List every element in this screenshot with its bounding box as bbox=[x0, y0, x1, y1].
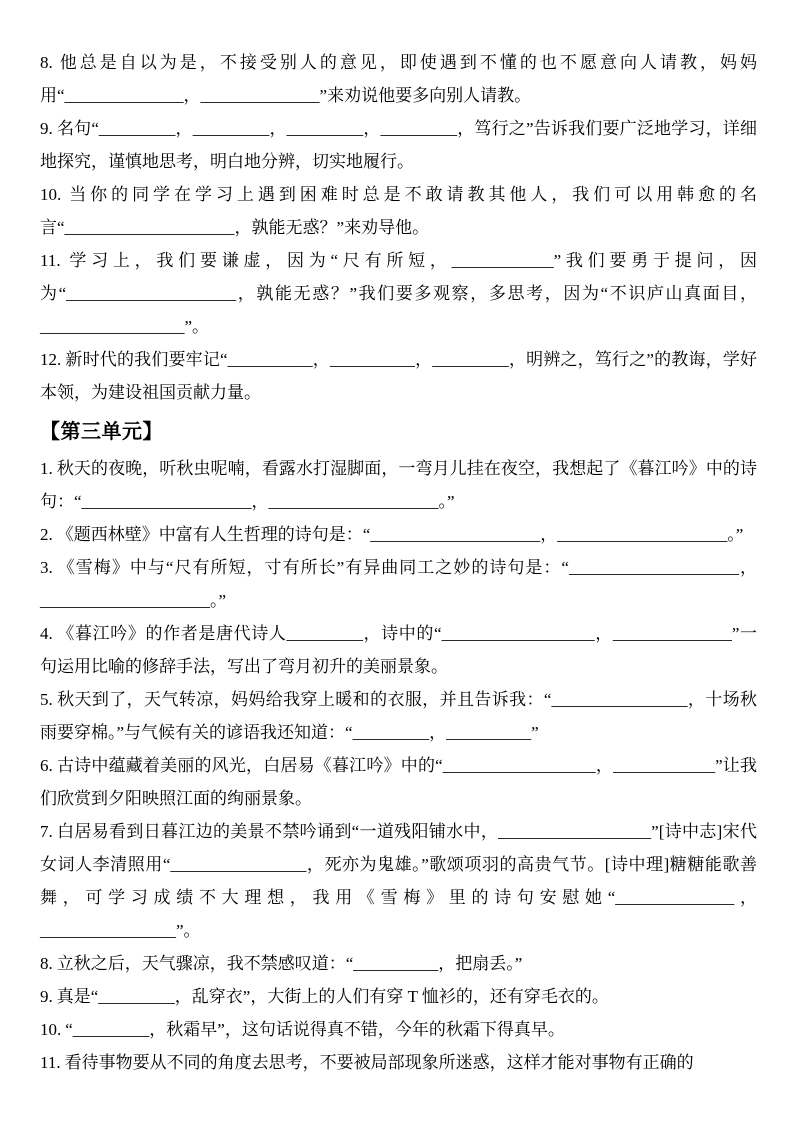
question-text: 秋天到了，天气转凉，妈妈给我穿上暖和的衣服，并且告诉我：“________________，十场秋雨要穿棉。”与气候有关的谚语我还知道：“_________，__________” bbox=[40, 690, 757, 742]
question-text: 秋天的夜晚，听秋虫呢喃，看露水打湿脚面，一弯月儿挂在夜空，我想起了《暮江吟》中的诗句：“____________________，____________________。” bbox=[40, 459, 757, 511]
question-number: 6. bbox=[40, 756, 53, 775]
unit2-continued-questions bbox=[40, 46, 757, 409]
question-u3-9 bbox=[40, 980, 757, 1013]
question-number: 3. bbox=[40, 558, 53, 577]
question-text: 学习上，我们要谦虚，因为“尺有所短，____________”我们要勇于提问，因为“____________________，孰能无惑？”我们要多观察，多思考，因为“不识庐山真面目，_________________”。 bbox=[40, 251, 757, 336]
question-number: 8. bbox=[40, 53, 53, 72]
question-u2-10 bbox=[40, 178, 757, 244]
question-number: 1. bbox=[40, 459, 53, 478]
question-u2-9 bbox=[40, 112, 757, 178]
question-number: 5. bbox=[40, 690, 53, 709]
question-number: 9. bbox=[40, 119, 53, 138]
question-u3-6 bbox=[40, 749, 757, 815]
question-text: 真是“_________，乱穿衣”，大街上的人们有穿 T 恤衫的，还有穿毛衣的。 bbox=[56, 987, 609, 1006]
question-number: 12. bbox=[40, 350, 62, 369]
question-number: 2. bbox=[40, 525, 53, 544]
question-number: 10. bbox=[40, 185, 62, 204]
question-number: 7. bbox=[40, 822, 53, 841]
question-text: 新时代的我们要牢记“__________，__________，_________，明辨之，笃行之”的教诲，学好本领，为建设祖国贡献力量。 bbox=[40, 350, 757, 402]
question-number: 9. bbox=[40, 987, 53, 1006]
question-text: “_________，秋霜早”，这句话说得真不错，今年的秋霜下得真早。 bbox=[65, 1020, 565, 1039]
question-u3-3 bbox=[40, 551, 757, 617]
unit3-section-header: 【第三单元】 bbox=[40, 421, 163, 443]
question-u2-11 bbox=[40, 244, 757, 343]
question-number: 8. bbox=[40, 954, 53, 973]
question-text: 他总是自以为是，不接受别人的意见，即使遇到不懂的也不愿意向人请教，妈妈用“______________，______________”来劝说他要多向别人请教。 bbox=[40, 53, 757, 105]
question-number: 11. bbox=[40, 251, 61, 270]
question-text: 白居易看到日暮江边的美景不禁吟诵到“一道残阳铺水中，__________________”[诗中志]宋代女词人李清照用“________________，死亦为鬼雄。”歌颂项羽的高贵气节。[诗中理]糖糖能歌善舞，可学习成绩不大理想，我用《雪梅》里的诗句安慰她“______________，________________”。 bbox=[40, 822, 757, 940]
question-u2-12 bbox=[40, 343, 757, 409]
question-text: 《题西林壁》中富有人生哲理的诗句是：“____________________，____________________。” bbox=[56, 525, 744, 544]
question-u3-8 bbox=[40, 947, 757, 980]
question-u3-2 bbox=[40, 518, 757, 551]
question-text: 《暮江吟》的作者是唐代诗人_________，诗中的“__________________，______________”一句运用比喻的修辞手法，写出了弯月初升的美丽景象。 bbox=[40, 624, 757, 676]
question-number: 11. bbox=[40, 1053, 61, 1072]
question-text: 立秋之后，天气骤凉，我不禁感叹道：“__________，把扇丢。” bbox=[56, 954, 523, 973]
question-u3-1 bbox=[40, 452, 757, 518]
question-text: 名句“_________，_________，_________，_________，笃行之”告诉我们要广泛地学习，详细地探究，谨慎地思考，明白地分辨，切实地履行。 bbox=[40, 119, 757, 171]
question-u3-11 bbox=[40, 1046, 757, 1079]
question-u3-5 bbox=[40, 683, 757, 749]
question-number: 10. bbox=[40, 1020, 62, 1039]
question-u3-4 bbox=[40, 617, 757, 683]
question-text: 看待事物要从不同的角度去思考，不要被局部现象所迷惑，这样才能对事物有正确的 bbox=[64, 1053, 694, 1072]
question-text: 《雪梅》中与“尺有所短，寸有所长”有异曲同工之妙的诗句是：“____________________，____________________。” bbox=[40, 558, 757, 610]
unit3-questions bbox=[40, 452, 757, 1079]
question-number: 4. bbox=[40, 624, 53, 643]
question-u2-8 bbox=[40, 46, 757, 112]
question-u3-10 bbox=[40, 1013, 757, 1046]
question-u3-7 bbox=[40, 815, 757, 947]
question-text: 古诗中蕴藏着美丽的风光，白居易《暮江吟》中的“__________________，____________”让我们欣赏到夕阳映照江面的绚丽景象。 bbox=[40, 756, 757, 808]
question-text: 当你的同学在学习上遇到困难时总是不敢请教其他人，我们可以用韩愈的名言“____________________，孰能无惑？”来劝导他。 bbox=[40, 185, 757, 237]
